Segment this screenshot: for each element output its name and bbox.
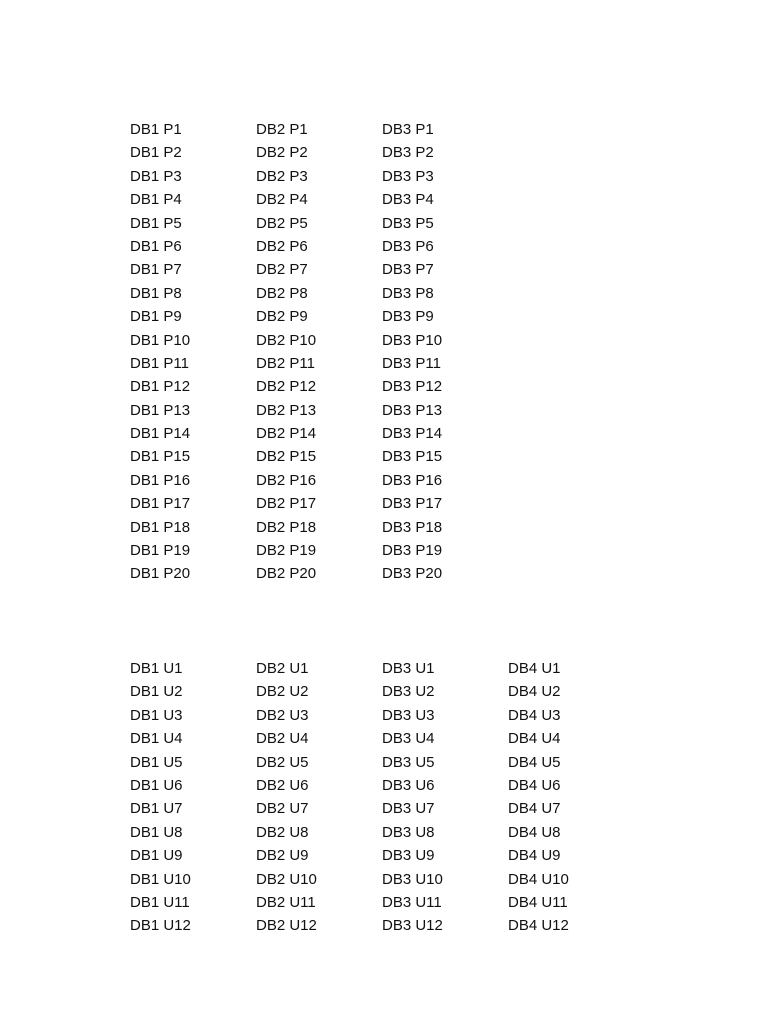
table-cell: DB1 P3 [130,167,182,185]
table-cell: DB4 U9 [508,847,561,865]
table-cell: DB3 P9 [382,308,434,326]
table-cell: DB2 P5 [256,214,308,232]
table-cell: DB3 U2 [382,683,435,701]
table-cell: DB3 P20 [382,565,443,583]
table-cell: DB2 U8 [256,823,309,841]
table-cell: DB1 U6 [130,776,183,794]
table-cell: DB1 U12 [130,917,191,935]
p-table [130,118,634,586]
table-cell: DB2 P1 [256,121,308,138]
table-cell: DB3 P8 [382,284,434,302]
table-cell: DB2 P7 [256,261,308,279]
table-cell: DB1 P12 [130,378,191,396]
table-cell: DB3 P18 [382,518,443,536]
table-cell: DB3 P2 [382,144,434,162]
table-cell: DB2 U3 [256,706,309,724]
table-cell: DB1 P6 [130,237,182,255]
u-table [130,657,634,938]
table-cell: DB1 U10 [130,870,191,888]
table-cell: DB3 U11 [382,893,442,911]
table-cell: DB3 P12 [382,378,443,396]
table-cell: DB2 U11 [256,893,316,911]
table-cell: DB2 P8 [256,284,308,302]
table-cell: DB4 U12 [508,917,569,935]
table-cell: DB3 U5 [382,753,435,771]
table-cell: DB1 U7 [130,800,183,818]
table-cell: DB2 U6 [256,776,309,794]
table-cell: DB2 U12 [256,917,317,935]
table-cell: DB4 U7 [508,800,561,818]
table-cell: DB3 P15 [382,448,443,466]
table-cell: DB2 P9 [256,308,308,326]
table-cell: DB1 P4 [130,191,182,209]
table-cell: DB3 U1 [382,660,435,677]
table-cell: DB3 P10 [382,331,443,349]
table-cell: DB1 P2 [130,144,182,162]
table-cell: DB3 P13 [382,401,443,419]
table-cell: DB2 P16 [256,471,317,489]
table-cell: DB1 U5 [130,753,183,771]
table-cell: DB2 U2 [256,683,309,701]
table-cell: DB3 U10 [382,870,443,888]
table-cell: DB2 P10 [256,331,317,349]
table-cell: DB4 U2 [508,683,561,701]
table-cell: DB1 P15 [130,448,191,466]
table-cell: DB2 P20 [256,565,317,583]
table-cell: DB1 P18 [130,518,191,536]
table-cell: DB3 P19 [382,542,443,560]
table-cell: DB3 P6 [382,237,434,255]
table-cell: DB2 U1 [256,660,309,677]
table-cell: DB2 P18 [256,518,317,536]
table-cell: DB2 U7 [256,800,309,818]
table-cell: DB1 P9 [130,308,182,326]
table-cell: DB3 U9 [382,847,435,865]
table-cell: DB1 U3 [130,706,183,724]
table-cell: DB2 P12 [256,378,317,396]
table-cell: DB2 P17 [256,495,317,513]
table-cell: DB3 P16 [382,471,443,489]
table-cell: DB3 P4 [382,191,434,209]
table-cell: DB1 P19 [130,542,191,560]
table-cell: DB1 P11 [130,354,189,372]
table-cell: DB2 P15 [256,448,317,466]
table-cell: DB4 U11 [508,893,568,911]
table-cell: DB4 U1 [508,660,561,677]
table-cell: DB2 U5 [256,753,309,771]
table-cell: DB3 P1 [382,121,434,138]
table-cell: DB3 U8 [382,823,435,841]
table-cell: DB1 U4 [130,730,183,748]
table-cell: DB2 P13 [256,401,317,419]
table-cell: DB2 U10 [256,870,317,888]
table-cell: DB1 P5 [130,214,182,232]
table-cell: DB1 P20 [130,565,191,583]
table-cell: DB1 P7 [130,261,182,279]
table-cell: DB4 U4 [508,730,561,748]
table-cell: DB2 P4 [256,191,308,209]
table-cell: DB2 P2 [256,144,308,162]
table-cell: DB1 P16 [130,471,191,489]
table-cell: DB4 U3 [508,706,561,724]
table-cell: DB2 P11 [256,354,315,372]
table-cell: DB1 P13 [130,401,191,419]
table-cell: DB3 U3 [382,706,435,724]
table-cell: DB1 U2 [130,683,183,701]
table-cell: DB4 U6 [508,776,561,794]
table-cell: DB2 P19 [256,542,317,560]
table-cell: DB1 P8 [130,284,182,302]
table-cell: DB3 P14 [382,425,443,443]
table-cell: DB3 P11 [382,354,441,372]
table-cell: DB2 P6 [256,237,308,255]
table-cell: DB4 U10 [508,870,569,888]
table-cell: DB1 U11 [130,893,190,911]
table-cell: DB1 P14 [130,425,191,443]
table-cell: DB2 P14 [256,425,317,443]
table-cell: DB1 P17 [130,495,191,513]
table-cell: DB3 P3 [382,167,434,185]
table-cell: DB3 U4 [382,730,435,748]
table-cell: DB3 P7 [382,261,434,279]
table-cell: DB2 U4 [256,730,309,748]
table-cell: DB4 U5 [508,753,561,771]
table-cell: DB1 P10 [130,331,191,349]
table-cell: DB1 U8 [130,823,183,841]
table-cell: DB3 U7 [382,800,435,818]
table-cell: DB2 U9 [256,847,309,865]
table-cell: DB3 P5 [382,214,434,232]
table-cell: DB3 U12 [382,917,443,935]
table-cell: DB1 U1 [130,660,183,677]
table-cell: DB2 P3 [256,167,308,185]
table-cell: DB3 P17 [382,495,443,513]
table-cell: DB1 U9 [130,847,183,865]
table-cell: DB4 U8 [508,823,561,841]
table-cell: DB1 P1 [130,121,182,138]
table-cell: DB3 U6 [382,776,435,794]
